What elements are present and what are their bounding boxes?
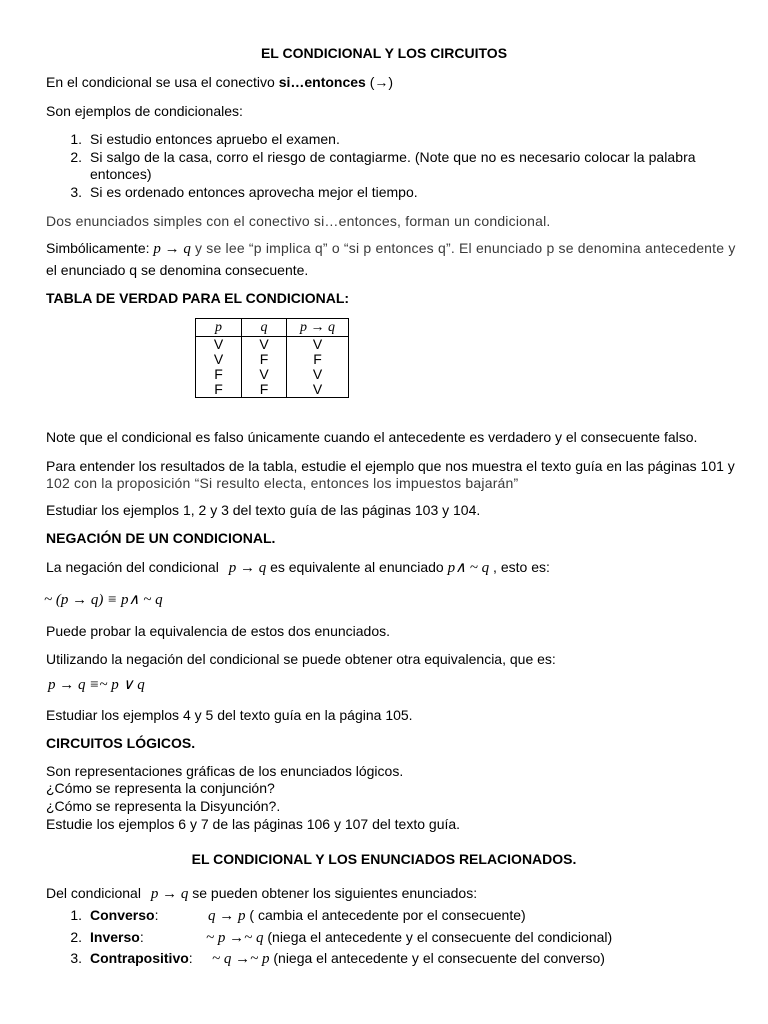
table-row: [196, 352, 349, 367]
negation-text-end: , esto es:: [489, 559, 550, 575]
table-row: [196, 382, 349, 398]
circuits-line: ¿Cómo se representa la Disyunción?.: [46, 798, 281, 814]
related-item-sep: :: [188, 950, 193, 966]
prove-equivalence-text: Puede probar la equivalencia de estos dos enunciados.: [46, 623, 391, 639]
negation-text-mid: es equivalente al enunciado: [266, 559, 448, 575]
related-intro-text: Del condicional: [46, 885, 145, 901]
table-cell: V: [287, 382, 349, 398]
table-cell: V: [242, 337, 287, 353]
list-number: 2.: [70, 929, 82, 945]
column-header-p: p: [196, 319, 242, 337]
simple-statements-text: Dos enunciados simples con el conectivo si…entonces, forman un condicional.: [46, 213, 551, 229]
list-number: 2.: [70, 149, 82, 165]
circuits-line: ¿Cómo se representa la conjunción?: [46, 780, 275, 796]
negation-paragraph: [46, 559, 550, 577]
list-item-continuation: entonces): [90, 166, 152, 182]
table-cell: V: [196, 337, 242, 353]
circuits-line: Son representaciones gráficas de los enunciados lógicos.: [46, 763, 404, 779]
intro-text: En el condicional se usa el conectivo: [46, 74, 279, 90]
list-number: 1.: [70, 907, 82, 923]
study-examples-4-5: Estudiar los ejemplos 4 y 5 del texto guía en la página 105.: [46, 707, 413, 723]
related-intro: [46, 885, 477, 903]
related-item-desc: (niega el antecedente y el consecuente del condicional): [263, 929, 613, 945]
table-cell: V: [287, 367, 349, 382]
related-item-name: Inverso: [90, 929, 140, 945]
other-equivalence-formula: p → q ≡~ p ∨ q: [48, 677, 145, 693]
related-item-name: Converso: [90, 907, 155, 923]
formula-p-implies-q: p → q: [228, 560, 267, 576]
list-number: 3.: [70, 184, 82, 200]
other-equivalence-text: Utilizando la negación del condicional se puede obtener otra equivalencia, que es:: [46, 651, 556, 667]
symbolic-paragraph: [46, 240, 736, 258]
related-heading: EL CONDICIONAL Y LOS ENUNCIADOS RELACIONADOS.: [191, 851, 577, 867]
document-title: EL CONDICIONAL Y LOS CIRCUITOS: [260, 45, 508, 61]
related-item-inverso: [90, 929, 612, 947]
table-cell: F: [196, 367, 242, 382]
circuits-line: Estudie los ejemplos 6 y 7 de las páginas 106 y 107 del texto guía.: [46, 816, 461, 832]
truth-table: [195, 318, 349, 398]
negation-equivalence-formula: ~ (p → q) ≡ p∧ ~ q: [44, 592, 163, 608]
related-item-name: Contrapositivo: [90, 950, 189, 966]
symbolic-text: y se lee “p implica q” o “si p entonces q”. El enunciado p se denomina antecedente y: [190, 240, 736, 256]
guide-text-line2: 102 con la proposición “Si resulto electa, entonces los impuestos bajarán”: [46, 475, 519, 491]
related-item-desc: ( cambia el antecedente por el consecuente): [245, 907, 526, 923]
formula-inverse: ~ p →~ q: [206, 930, 264, 946]
related-item-contrapositivo: [90, 950, 605, 968]
connective-text: si…entonces: [278, 74, 366, 90]
related-item-converso: [90, 907, 526, 925]
table-cell: V: [196, 352, 242, 367]
formula-contrapositive: ~ q →~ p: [212, 951, 270, 967]
related-item-sep: :: [154, 907, 159, 923]
list-item: Si salgo de la casa, corro el riesgo de contagiarme. (Note que no es necesario colocar la palabra: [90, 149, 696, 165]
formula-p-and-not-q: p∧ ~ q: [447, 560, 490, 576]
guide-text-line1: Para entender los resultados de la tabla, estudie el ejemplo que nos muestra el texto guía en las páginas 101 y: [46, 458, 735, 474]
negation-text: La negación del condicional: [46, 559, 223, 575]
formula-p-implies-q: p → q: [150, 886, 189, 902]
table-cell: F: [242, 382, 287, 398]
table-header-row: [196, 319, 349, 337]
table-cell: V: [287, 337, 349, 353]
formula-converse: q → p: [208, 908, 246, 924]
table-row: [196, 337, 349, 353]
study-examples-1-3: Estudiar los ejemplos 1, 2 y 3 del texto guía de las páginas 103 y 104.: [46, 502, 481, 518]
table-cell: F: [196, 382, 242, 398]
column-header-p-implies-q: p → q: [287, 319, 349, 337]
intro-paragraph: [46, 74, 393, 91]
related-intro-text-end: se pueden obtener los siguientes enunciados:: [188, 885, 478, 901]
truth-table-heading: TABLA DE VERDAD PARA EL CONDICIONAL:: [46, 290, 350, 306]
circuits-heading: CIRCUITOS LÓGICOS.: [46, 735, 196, 751]
table-row: [196, 367, 349, 382]
symbolic-continuation: el enunciado q se denomina consecuente.: [46, 262, 309, 278]
table-cell: F: [287, 352, 349, 367]
related-item-desc: (niega el antecedente y el consecuente del converso): [269, 950, 605, 966]
formula-p-implies-q: p → q: [153, 241, 191, 257]
note-false-text: Note que el condicional es falso únicamente cuando el antecedente es verdadero y el consecuente falso.: [46, 429, 698, 445]
list-number: 3.: [70, 950, 82, 966]
table-cell: F: [242, 352, 287, 367]
list-item: Si es ordenado entonces aprovecha mejor el tiempo.: [90, 184, 418, 200]
list-item: Si estudio entonces apruebo el examen.: [90, 131, 340, 147]
examples-heading: Son ejemplos de condicionales:: [46, 103, 243, 119]
table-cell: V: [242, 367, 287, 382]
negation-heading: NEGACIÓN DE UN CONDICIONAL.: [46, 530, 276, 546]
column-header-q: q: [242, 319, 287, 337]
symbolic-label: Simbólicamente:: [46, 240, 154, 256]
arrow-symbol: (→): [365, 74, 394, 90]
related-item-sep: :: [139, 929, 144, 945]
list-number: 1.: [70, 131, 82, 147]
